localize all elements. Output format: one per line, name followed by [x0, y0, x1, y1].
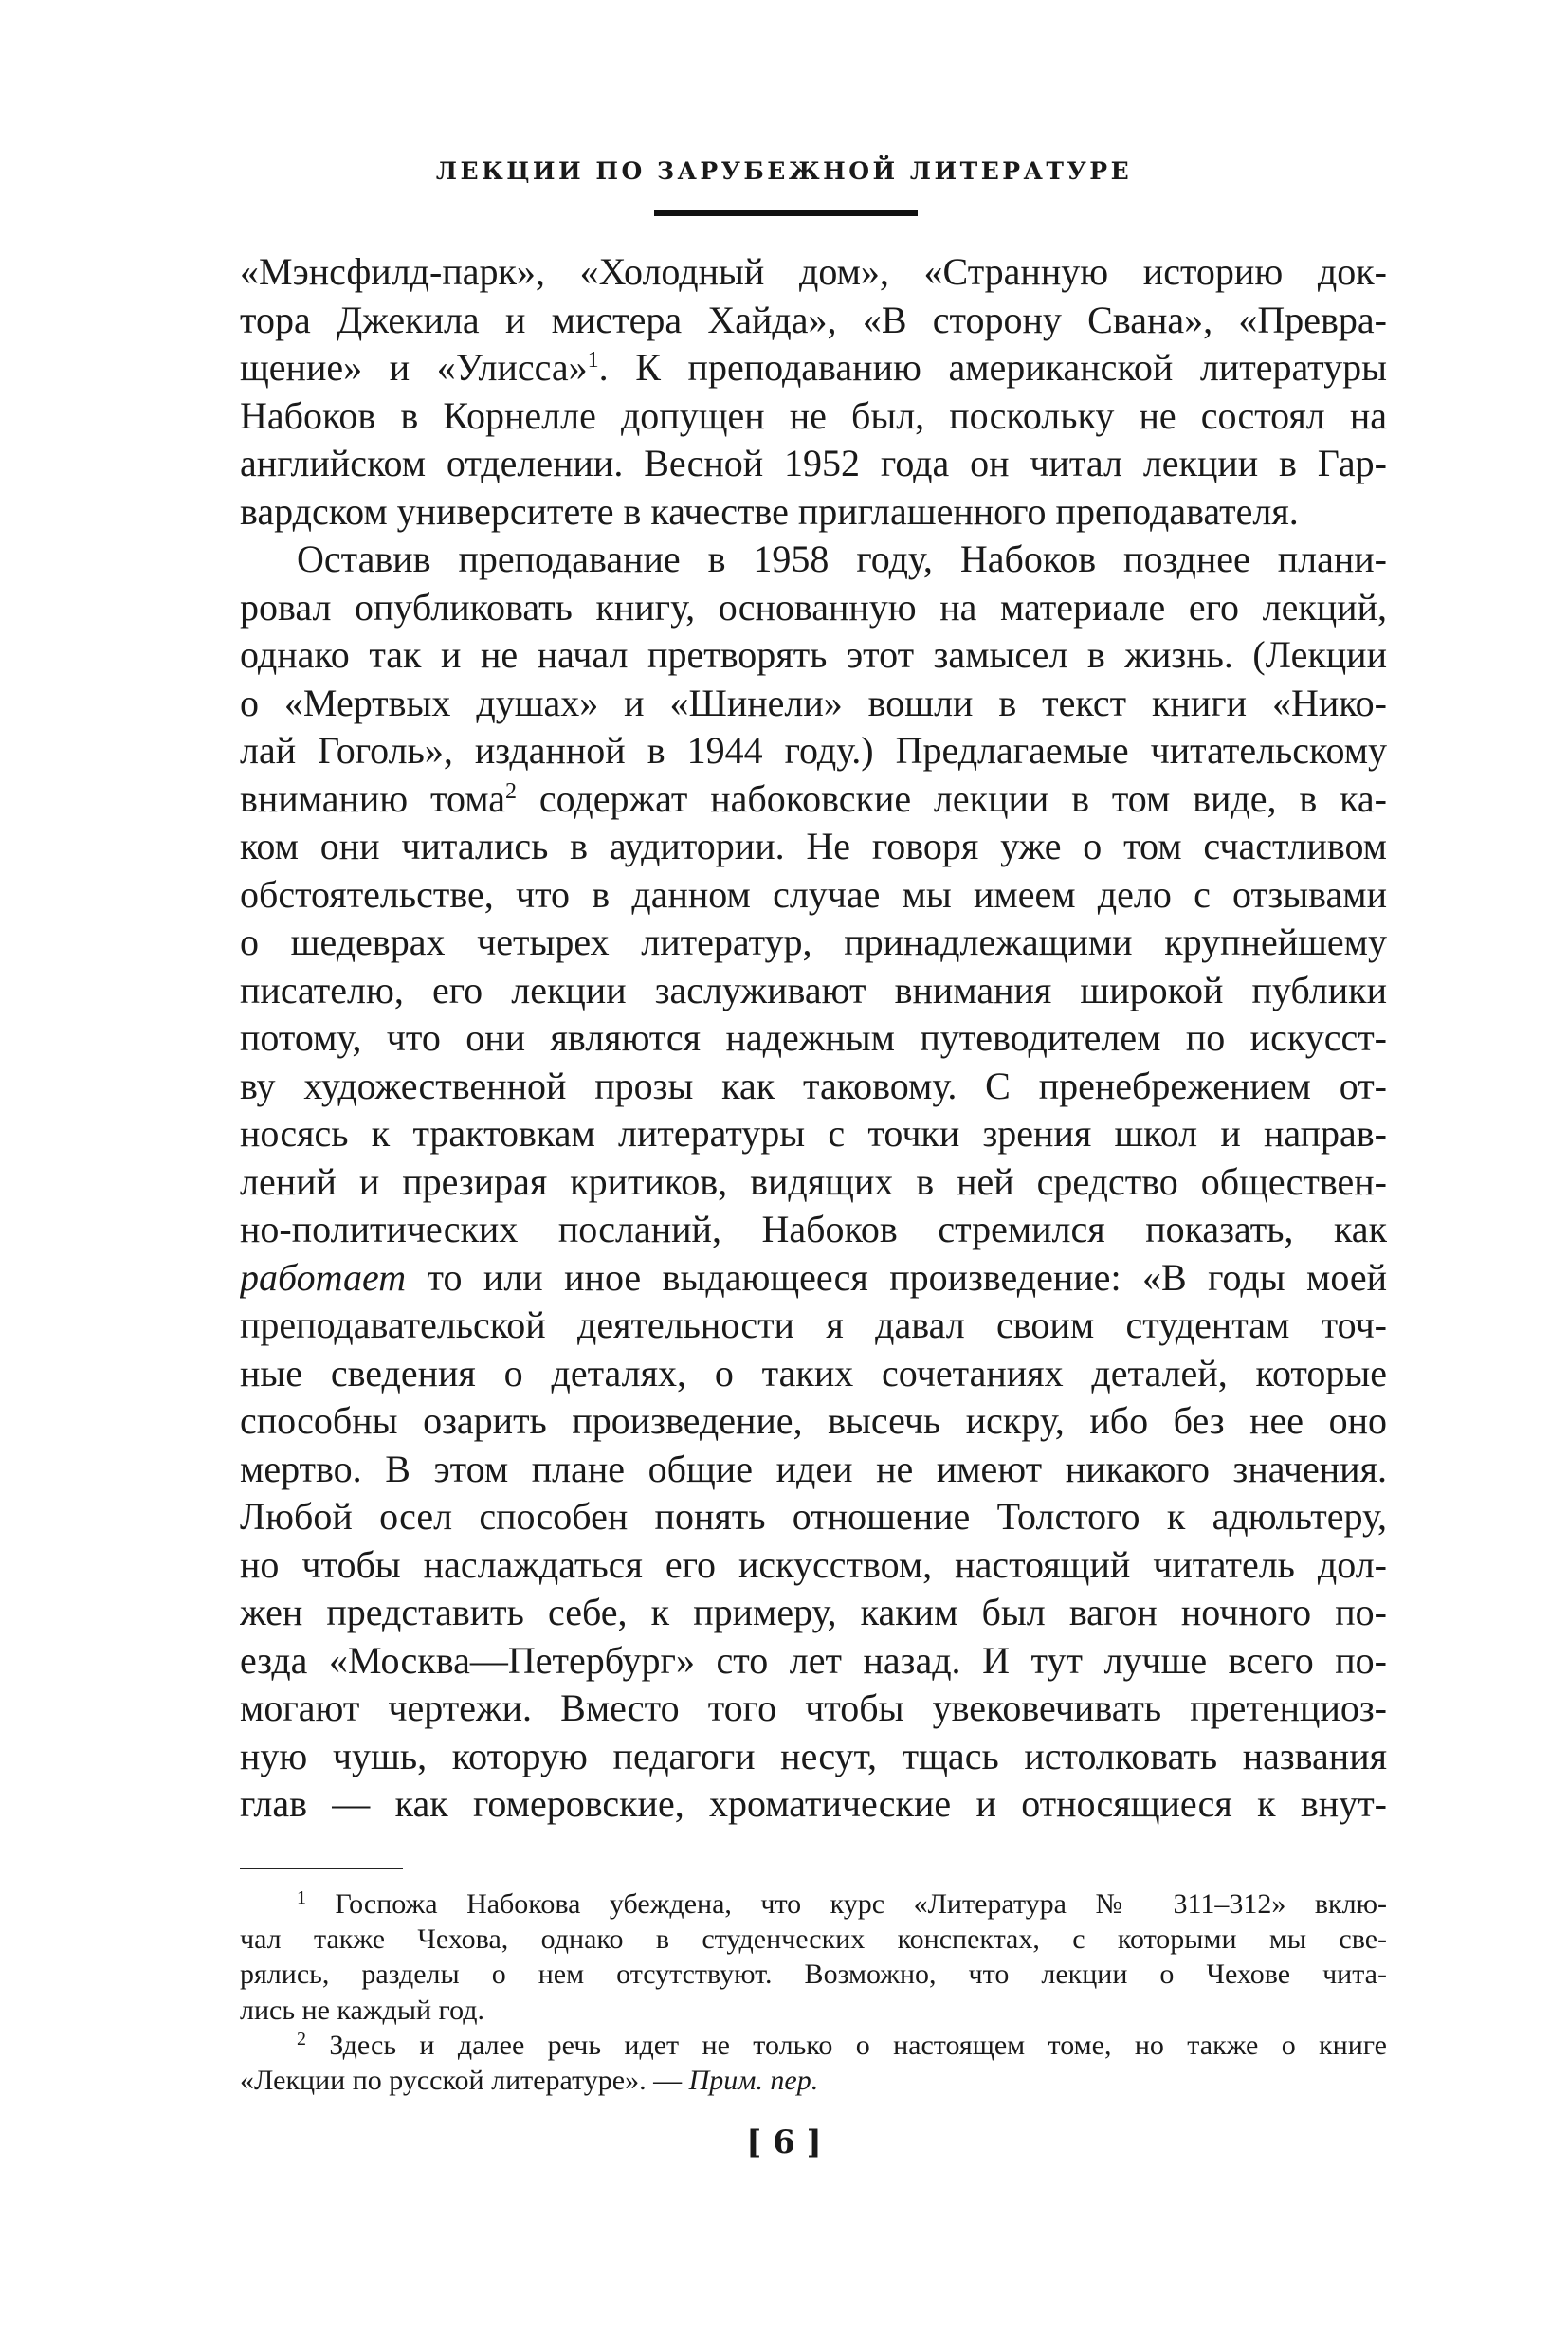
footnote-number: 2	[297, 2028, 306, 2050]
body-line: обстоятельстве, что в данном случае мы имеем дело с отзывами	[240, 872, 1387, 916]
body-line-text: щение» и «Улисса»	[240, 346, 588, 389]
footnote-ref[interactable]: 1	[587, 348, 599, 373]
footnote-text: «Лекции по русской литературе». —	[240, 2064, 689, 2096]
body-line: Любой осел способен понять отношение Толстого к адюльтеру,	[240, 1495, 1387, 1538]
footnote-ref[interactable]: 2	[505, 778, 517, 804]
body-line: но чтобы наслаждаться его искусством, настоящий читатель дол-	[240, 1542, 1387, 1586]
body-line: ную чушь, которую педагоги несут, тщась истолковать названия	[240, 1734, 1387, 1777]
footnote-1-line	[240, 1886, 1387, 1922]
body-line	[240, 1254, 1387, 1303]
body-line: ву художественной прозы как таковому. С пренебрежением от-	[240, 1064, 1387, 1107]
body-line: мертво. В этом плане общие идеи не имеют никакого значения.	[240, 1447, 1387, 1490]
body-line: Набоков в Корнелле допущен не был, поскольку не состоял на	[240, 393, 1387, 437]
page-number: [ 6 ]	[746, 2123, 822, 2161]
translator-note: Прим. пер.	[688, 2064, 819, 2096]
body-line: тора Джекила и мистера Хайда», «В сторону Свана», «Превра-	[240, 298, 1387, 341]
body-line: однако так и не начал претворять этот замысел в жизнь. (Лекции	[240, 633, 1387, 676]
body-line-text: . К преподаванию американской литературы	[598, 346, 1387, 389]
body-line: носясь к трактовкам литературы с точки зрения школ и направ-	[240, 1112, 1387, 1155]
body-line: о шедеврах четырех литератур, принадлежащими крупнейшему	[240, 920, 1387, 963]
body-line: о «Мертвых душах» и «Шинели» вошли в текст книги «Нико-	[240, 681, 1387, 724]
body-line: ровал опубликовать книгу, основанную на материале его лекций,	[240, 585, 1387, 629]
body-line: могают чертежи. Вместо того чтобы увековечивать претенциоз-	[240, 1686, 1387, 1729]
footnotes	[240, 1886, 1387, 2098]
footnote-2-line	[240, 2028, 1387, 2063]
footnote-1-line: рялись, разделы о нем отсутствуют. Возможно, что лекции о Чехове чита-	[240, 1959, 1387, 1991]
body-line-text: содержат набоковские лекции в том виде, в ка-	[517, 776, 1387, 820]
footnote-1-line: чал также Чехова, однако в студенческих конспектах, с которыми мы све-	[240, 1923, 1387, 1956]
body-line: ные сведения о деталях, о таких сочетаниях деталей, которые	[240, 1351, 1387, 1394]
body-line: лай Гоголь», изданной в 1944 году.) Предлагаемые читательскому	[240, 729, 1387, 772]
body-line: но-политических посланий, Набоков стремился показать, как	[240, 1208, 1387, 1250]
footnote-number: 1	[297, 1887, 306, 1908]
running-title: ЛЕКЦИИ ПО ЗАРУБЕЖНОЙ ЛИТЕРАТУРЕ	[435, 157, 1133, 185]
footnote-2-line	[240, 2063, 1387, 2098]
body-line-text: то или иное выдающееся произведение: «В годы моей	[406, 1255, 1387, 1299]
body-line: лений и презирая критиков, видящих в ней средство обществен-	[240, 1159, 1387, 1203]
body-line: жен представить себе, к примеру, каким был вагон ночного по-	[240, 1591, 1387, 1633]
body-line: Оставив преподавание в 1958 году, Набоков позднее плани-	[297, 538, 1387, 580]
body-line: преподавательской деятельности я давал своим студентам точ-	[240, 1303, 1387, 1346]
body-line	[240, 344, 1387, 392]
header-rule	[654, 210, 918, 216]
body-line: потому, что они являются надежным путеводителем по искусст-	[240, 1016, 1387, 1059]
body-line: ком они читались в аудитории. Не говоря уже о том счастливом	[240, 825, 1387, 867]
body-line: писателю, его лекции заслуживают внимания широкой публики	[240, 968, 1387, 1011]
body-line: езда «Москва—Петербург» сто лет назад. И тут лучше всего по-	[240, 1638, 1387, 1682]
footnote-text: Госпожа Набокова убеждена, что курс «Литература № 311–312» вклю-	[306, 1888, 1387, 1920]
body-line: «Мэнсфилд-парк», «Холодный дом», «Странную историю док-	[240, 250, 1387, 293]
footnote-text: Здесь и далее речь идет не только о настоящем томе, но также о книге	[306, 2029, 1387, 2061]
body-line	[240, 775, 1387, 824]
body-line: способны озарить произведение, высечь искру, ибо без нее оно	[240, 1399, 1387, 1442]
body-line-text: вниманию тома	[240, 776, 505, 820]
body-line: вардском университете в качестве приглашенного преподавателя.	[240, 489, 1299, 533]
emphasis-text: работает	[240, 1255, 407, 1299]
footnote-rule	[240, 1868, 403, 1869]
body-line: глав — как гомеровские, хроматические и относящиеся к внут-	[240, 1782, 1387, 1825]
body-line: английском отделении. Весной 1952 года он читал лекции в Гар-	[240, 442, 1387, 484]
body-text	[240, 248, 1387, 1829]
footnote-1-line: лись не каждый год.	[240, 1994, 484, 2026]
